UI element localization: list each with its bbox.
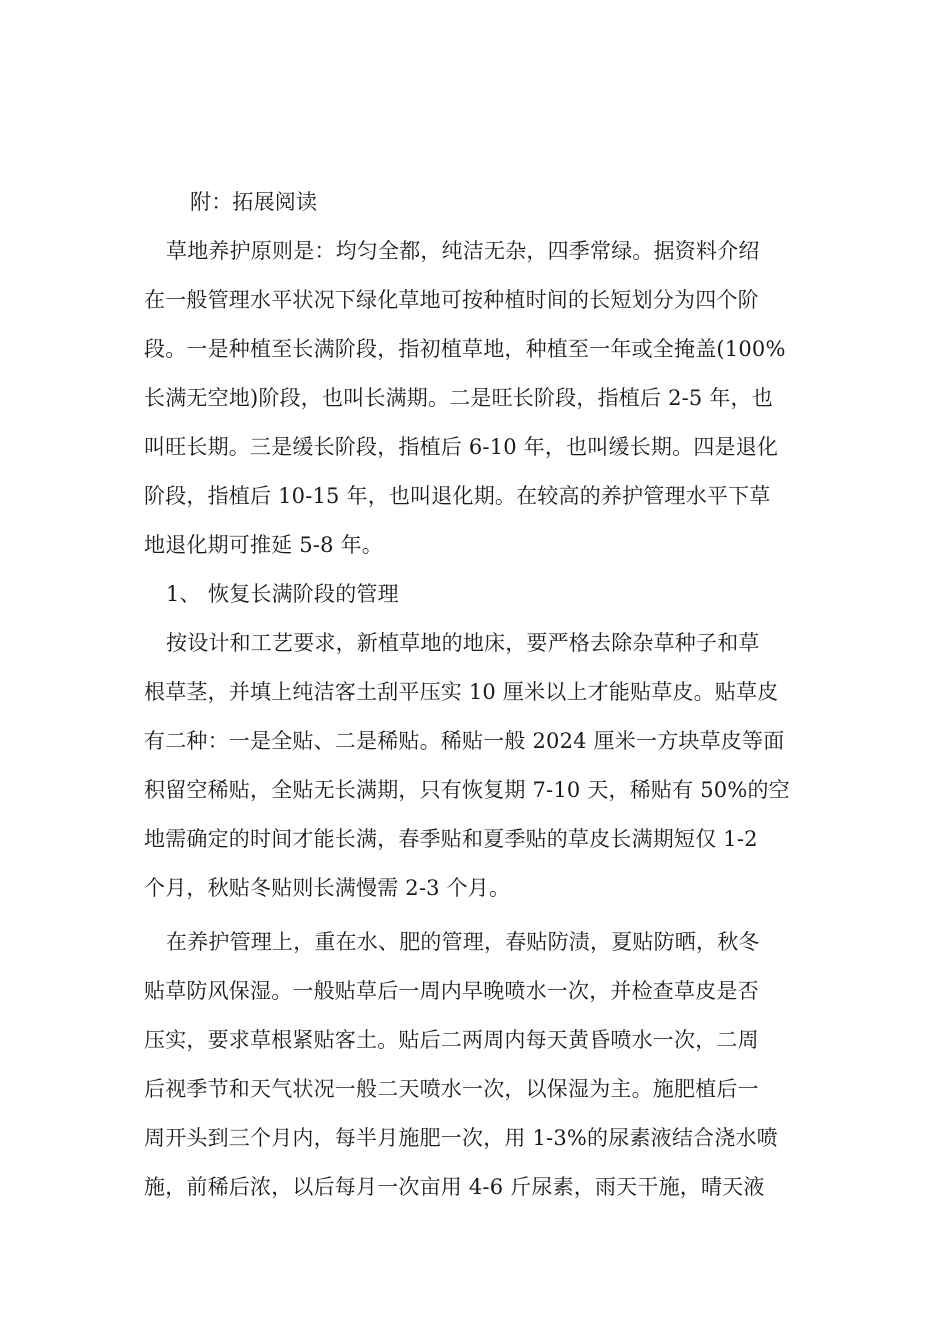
paragraph-line: 阶段，指植后 10-15 年，也叫退化期。在较高的养护管理水平下草	[144, 484, 771, 508]
section-heading	[144, 570, 808, 619]
paragraph-line: 在养护管理上，重在水、肥的管理，春贴防渍，夏贴防晒，秋冬	[166, 930, 760, 954]
paragraph-line: 后视季节和天气状况一般二天喷水一次，以保湿为主。施肥植后一	[144, 1077, 759, 1101]
paragraph-line: 个月，秋贴冬贴则长满慢需 2-3 个月。	[144, 876, 511, 900]
paragraph-3	[144, 918, 808, 1212]
paragraph-line: 按设计和工艺要求，新植草地的地床，要严格去除杂草种子和草	[166, 631, 760, 655]
paragraph-line: 段。一是种植至长满阶段，指初植草地，种植至一年或全掩盖(100%	[144, 337, 786, 361]
section-number: 1、	[166, 582, 201, 606]
section-title: 恢复长满阶段的管理	[208, 582, 399, 606]
paragraph-line: 草地养护原则是：均匀全都，纯洁无杂，四季常绿。据资料介绍	[166, 239, 760, 263]
paragraph-line: 周开头到三个月内，每半月施肥一次，用 1-3%的尿素液结合浇水喷	[144, 1126, 778, 1150]
paragraph-line: 有二种：一是全贴、二是稀贴。稀贴一般 2024 厘米一方块草皮等面	[144, 729, 785, 753]
paragraph-line: 根草茎，并填上纯洁客土刮平压实 10 厘米以上才能贴草皮。贴草皮	[144, 680, 779, 704]
paragraph-line: 施，前稀后浓，以后每月一次亩用 4-6 斤尿素，雨天干施，晴天液	[144, 1175, 765, 1199]
paragraph-line: 在一般管理水平状况下绿化草地可按种植时间的长短划分为四个阶	[144, 288, 759, 312]
paragraph-line: 叫旺长期。三是缓长阶段，指植后 6-10 年，也叫缓长期。四是退化	[144, 435, 779, 459]
paragraph-line: 地需确定的时间才能长满，春季贴和夏季贴的草皮长满期短仅 1-2	[144, 827, 758, 851]
paragraph-line: 积留空稀贴，全贴无长满期，只有恢复期 7-10 天，稀贴有 50%的空	[144, 778, 790, 802]
paragraph-line: 地退化期可推延 5-8 年。	[144, 533, 383, 557]
appendix-title: 附：拓展阅读	[190, 190, 318, 214]
document-body	[144, 178, 808, 1212]
paragraph-line: 压实，要求草根紧贴客土。贴后二两周内每天黄昏喷水一次，二周	[144, 1028, 759, 1052]
paragraph-line: 长满无空地)阶段，也叫长满期。二是旺长阶段，指植后 2-5 年，也	[144, 386, 773, 410]
paragraph-1	[144, 227, 808, 570]
paragraph-2	[144, 619, 808, 913]
paragraph-line: 贴草防风保湿。一般贴草后一周内早晚喷水一次，并检查草皮是否	[144, 979, 759, 1003]
